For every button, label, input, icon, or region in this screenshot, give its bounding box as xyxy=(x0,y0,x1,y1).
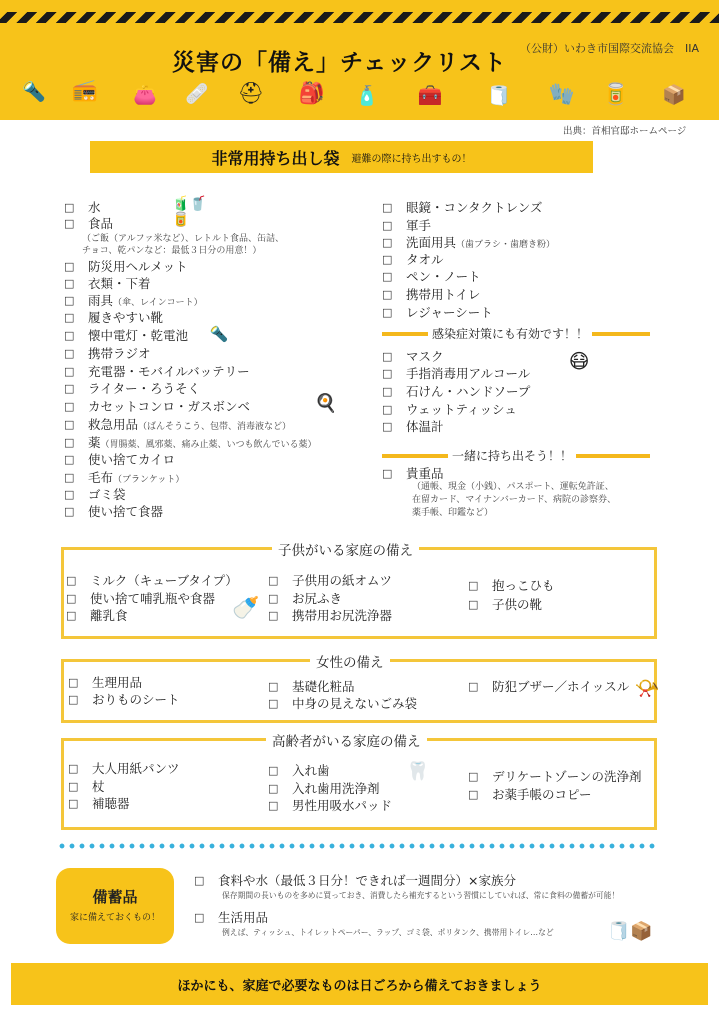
check-item-baby-carrier[interactable]: □ 抱っこひも xyxy=(492,578,555,593)
check-item-work-gloves[interactable]: □ 軍手 xyxy=(406,218,431,233)
check-item-soap[interactable]: □ 石けん・ハンドソープ xyxy=(406,384,530,399)
check-item-milk[interactable]: □ ミルク（キューブタイプ） xyxy=(90,573,238,588)
source-credit: 出典：首相官邸ホームページ xyxy=(563,126,687,137)
check-item-denture-cleaner[interactable]: □ 入れ歯用洗浄剤 xyxy=(292,781,380,796)
baby-bottle-icon: 🍼 xyxy=(232,595,260,621)
check-item-helmet[interactable]: □ 防災用ヘルメット xyxy=(88,259,188,274)
check-item-whistle[interactable]: □ 防犯ブザー／ホイッスル xyxy=(492,679,629,694)
check-item-kids-shoes[interactable]: □ 子供の靴 xyxy=(492,597,542,612)
check-item-baby-bottle[interactable]: □ 使い捨て哺乳瓶や食器 xyxy=(90,591,215,606)
check-item-cane[interactable]: □ 杖 xyxy=(92,779,105,794)
check-item-radio[interactable]: □ 携帯ラジオ xyxy=(88,346,151,361)
check-item-food-water-stock[interactable]: □ 食料や水（最低３日分！できれば一週間分）×家族分 xyxy=(218,873,516,888)
infection-heading: 感染症対策にも有効です！！ xyxy=(428,325,592,342)
check-item-food[interactable]: □ 食品 xyxy=(88,216,113,231)
helmet-icon: ⛑ xyxy=(237,80,265,105)
check-item-adult-diapers[interactable]: □ 大人用紙パンツ xyxy=(92,761,180,776)
check-item-towel[interactable]: □ タオル xyxy=(406,252,444,267)
footer-message: ほかにも、家庭で必要なものは日ごろから備えておきましょう xyxy=(177,978,542,994)
check-item-intimate-wash[interactable]: □ デリケートゾーンの洗浄剤 xyxy=(492,769,642,784)
whistle-icon: 📯 xyxy=(634,676,660,700)
check-item-diapers[interactable]: □ 子供用の紙オムツ xyxy=(292,573,392,588)
stockpile-badge xyxy=(56,868,174,944)
water-bottle-icon: 🧴 xyxy=(355,84,379,107)
gas-stove-icon: 🍳 xyxy=(314,392,338,414)
check-item-absorbent-pad[interactable]: □ 男性用吸水パッド xyxy=(292,798,392,813)
valuables-note-1: （通帳、現金（小銭）、パスポート、運転免許証、 xyxy=(412,482,614,492)
bottle-cup-can-icon: 🧃🥤🥫 xyxy=(172,196,207,228)
check-item-medicine-book-copy[interactable]: □ お薬手帳のコピー xyxy=(492,787,592,802)
emergency-bag-subtitle: 避難の際に持ち出すもの！ xyxy=(351,153,472,165)
check-item-dentures[interactable]: □ 入れ歯 xyxy=(292,763,330,778)
check-item-lighter[interactable]: □ ライター・ろうそく xyxy=(88,381,200,396)
check-item-valuables[interactable]: □ 貴重品 xyxy=(406,466,444,481)
wrap-roll-icon: 🧻 xyxy=(487,84,511,107)
first-aid-kit-icon: 🧰 xyxy=(417,83,443,107)
check-item-wipes[interactable]: □ お尻ふき xyxy=(292,591,342,606)
check-item-clothes[interactable]: □ 衣類・下着 xyxy=(88,276,151,291)
check-item-wet-tissue[interactable]: □ ウェットティッシュ xyxy=(406,402,517,417)
wallet-cash-icon: 👛 xyxy=(133,83,157,106)
first-aid-bag-icon: 🩹 xyxy=(185,82,209,105)
stockpile-subtitle: 家に備えておくもの！ xyxy=(69,913,160,923)
valuables-note-2: 在留カード、マイナンバーカード、病院の診察券、 xyxy=(412,495,616,505)
food-note-line-1: （ご飯（アルファ米など）、レトルト食品、缶詰、 xyxy=(82,234,284,244)
check-item-glasses[interactable]: □ 眼鏡・コンタクトレンズ xyxy=(406,200,542,215)
children-heading: 子供がいる家庭の備え xyxy=(272,539,419,559)
check-item-sanitary[interactable]: □ 生理用品 xyxy=(92,675,142,690)
dentures-icon: 🦷 xyxy=(406,760,430,782)
stock-food-note: 保存期間の長いものを多めに買っておき、消費したら補充するという習慣にしていれば、常に食料の備蓄が可能！ xyxy=(222,891,620,900)
check-item-hearing-aid[interactable]: □ 補聴器 xyxy=(92,796,130,811)
check-item-shoes[interactable]: □ 履きやすい靴 xyxy=(88,310,163,325)
check-item-leisure-sheet[interactable]: □ レジャーシート xyxy=(406,305,493,320)
check-item-daily-goods[interactable]: □ 生活用品 xyxy=(218,910,268,925)
check-item-panty-liner[interactable]: □ おりものシート xyxy=(92,692,180,707)
flashlight-small-icon: 🔦 xyxy=(209,325,229,343)
together-heading: 一緒に持ち出そう！！ xyxy=(448,447,576,464)
stockpile-title: 備蓄品 xyxy=(92,888,138,906)
check-item-water[interactable]: □ 水 xyxy=(88,200,101,215)
check-item-disposable-dishes[interactable]: □ 使い捨て食器 xyxy=(88,504,163,519)
gloves-icon: 🧤 xyxy=(548,81,576,106)
valuables-note-3: 薬手帳、印鑑など） xyxy=(412,508,494,518)
check-item-bidet[interactable]: □ 携帯用お尻洗浄器 xyxy=(292,608,392,623)
emergency-bag-banner xyxy=(90,141,593,173)
check-item-pen-notebook[interactable]: □ ペン・ノート xyxy=(406,269,481,284)
check-item-hand-warmer[interactable]: □ 使い捨てカイロ xyxy=(88,452,175,467)
tissue-box-icon: 📦 xyxy=(662,83,686,106)
toilet-paper-tissue-icon: 🧻📦 xyxy=(607,920,653,942)
check-item-portable-toilet[interactable]: □ 携帯用トイレ xyxy=(406,287,480,302)
backpack-icon: 🎒 xyxy=(298,80,326,105)
canned-food-icon: 🥫 xyxy=(602,81,630,106)
women-heading: 女性の備え xyxy=(310,651,390,671)
check-item-thermometer[interactable]: □ 体温計 xyxy=(406,419,444,434)
flashlight-icon: 🔦 xyxy=(22,80,46,103)
check-item-first-aid[interactable]: □ 救急用品（ばんそうこう、包帯、消毒液など） xyxy=(88,417,291,435)
check-item-medicine[interactable]: □ 薬（胃腸薬、風邪薬、痛み止薬、いつも飲んでいる薬） xyxy=(88,435,317,453)
check-item-flashlight[interactable]: □ 懐中電灯・乾電池 xyxy=(88,328,188,343)
page-title: 災害の「備え」チェックリスト xyxy=(172,50,507,76)
check-item-baby-food[interactable]: □ 離乳食 xyxy=(90,608,128,623)
stock-goods-note: 例えば、ティッシュ、トイレットペーパー、ラップ、ゴミ袋、ポリタンク、携帯用トイレ…など xyxy=(222,928,554,937)
check-item-toiletries[interactable]: □ 洗面用具（歯ブラシ・歯磨き粉） xyxy=(406,235,555,253)
check-item-mask[interactable]: □ マスク xyxy=(406,349,444,364)
check-item-rain-gear[interactable]: □ 雨具（傘、レインコート） xyxy=(88,293,203,311)
check-item-skincare[interactable]: □ 基礎化粧品 xyxy=(292,679,355,694)
mask-icon: 😷 xyxy=(568,349,590,373)
check-item-garbage-bags[interactable]: □ ゴミ袋 xyxy=(88,487,126,502)
check-item-charger[interactable]: □ 充電器・モバイルバッテリー xyxy=(88,364,250,379)
dotted-divider xyxy=(57,843,657,849)
organization-name: （公財）いわき市国際交流協会 IIA xyxy=(520,42,700,55)
check-item-blanket[interactable]: □ 毛布（ブランケット） xyxy=(88,470,184,488)
emergency-bag-title: 非常用持ち出し袋 xyxy=(211,148,340,168)
footer-banner xyxy=(11,963,708,1005)
check-item-opaque-bags[interactable]: □ 中身の見えないごみ袋 xyxy=(292,696,417,711)
check-item-gas-stove[interactable]: □ カセットコンロ・ガスボンベ xyxy=(88,399,250,414)
hazard-stripe-top xyxy=(0,12,719,23)
elderly-heading: 高齢者がいる家庭の備え xyxy=(266,730,427,750)
radio-icon: 📻 xyxy=(71,77,99,102)
check-item-sanitizer[interactable]: □ 手指消毒用アルコール xyxy=(406,366,530,381)
food-note-line-2: チョコ、乾パンなど：最低３日分の用意！） xyxy=(82,246,262,256)
